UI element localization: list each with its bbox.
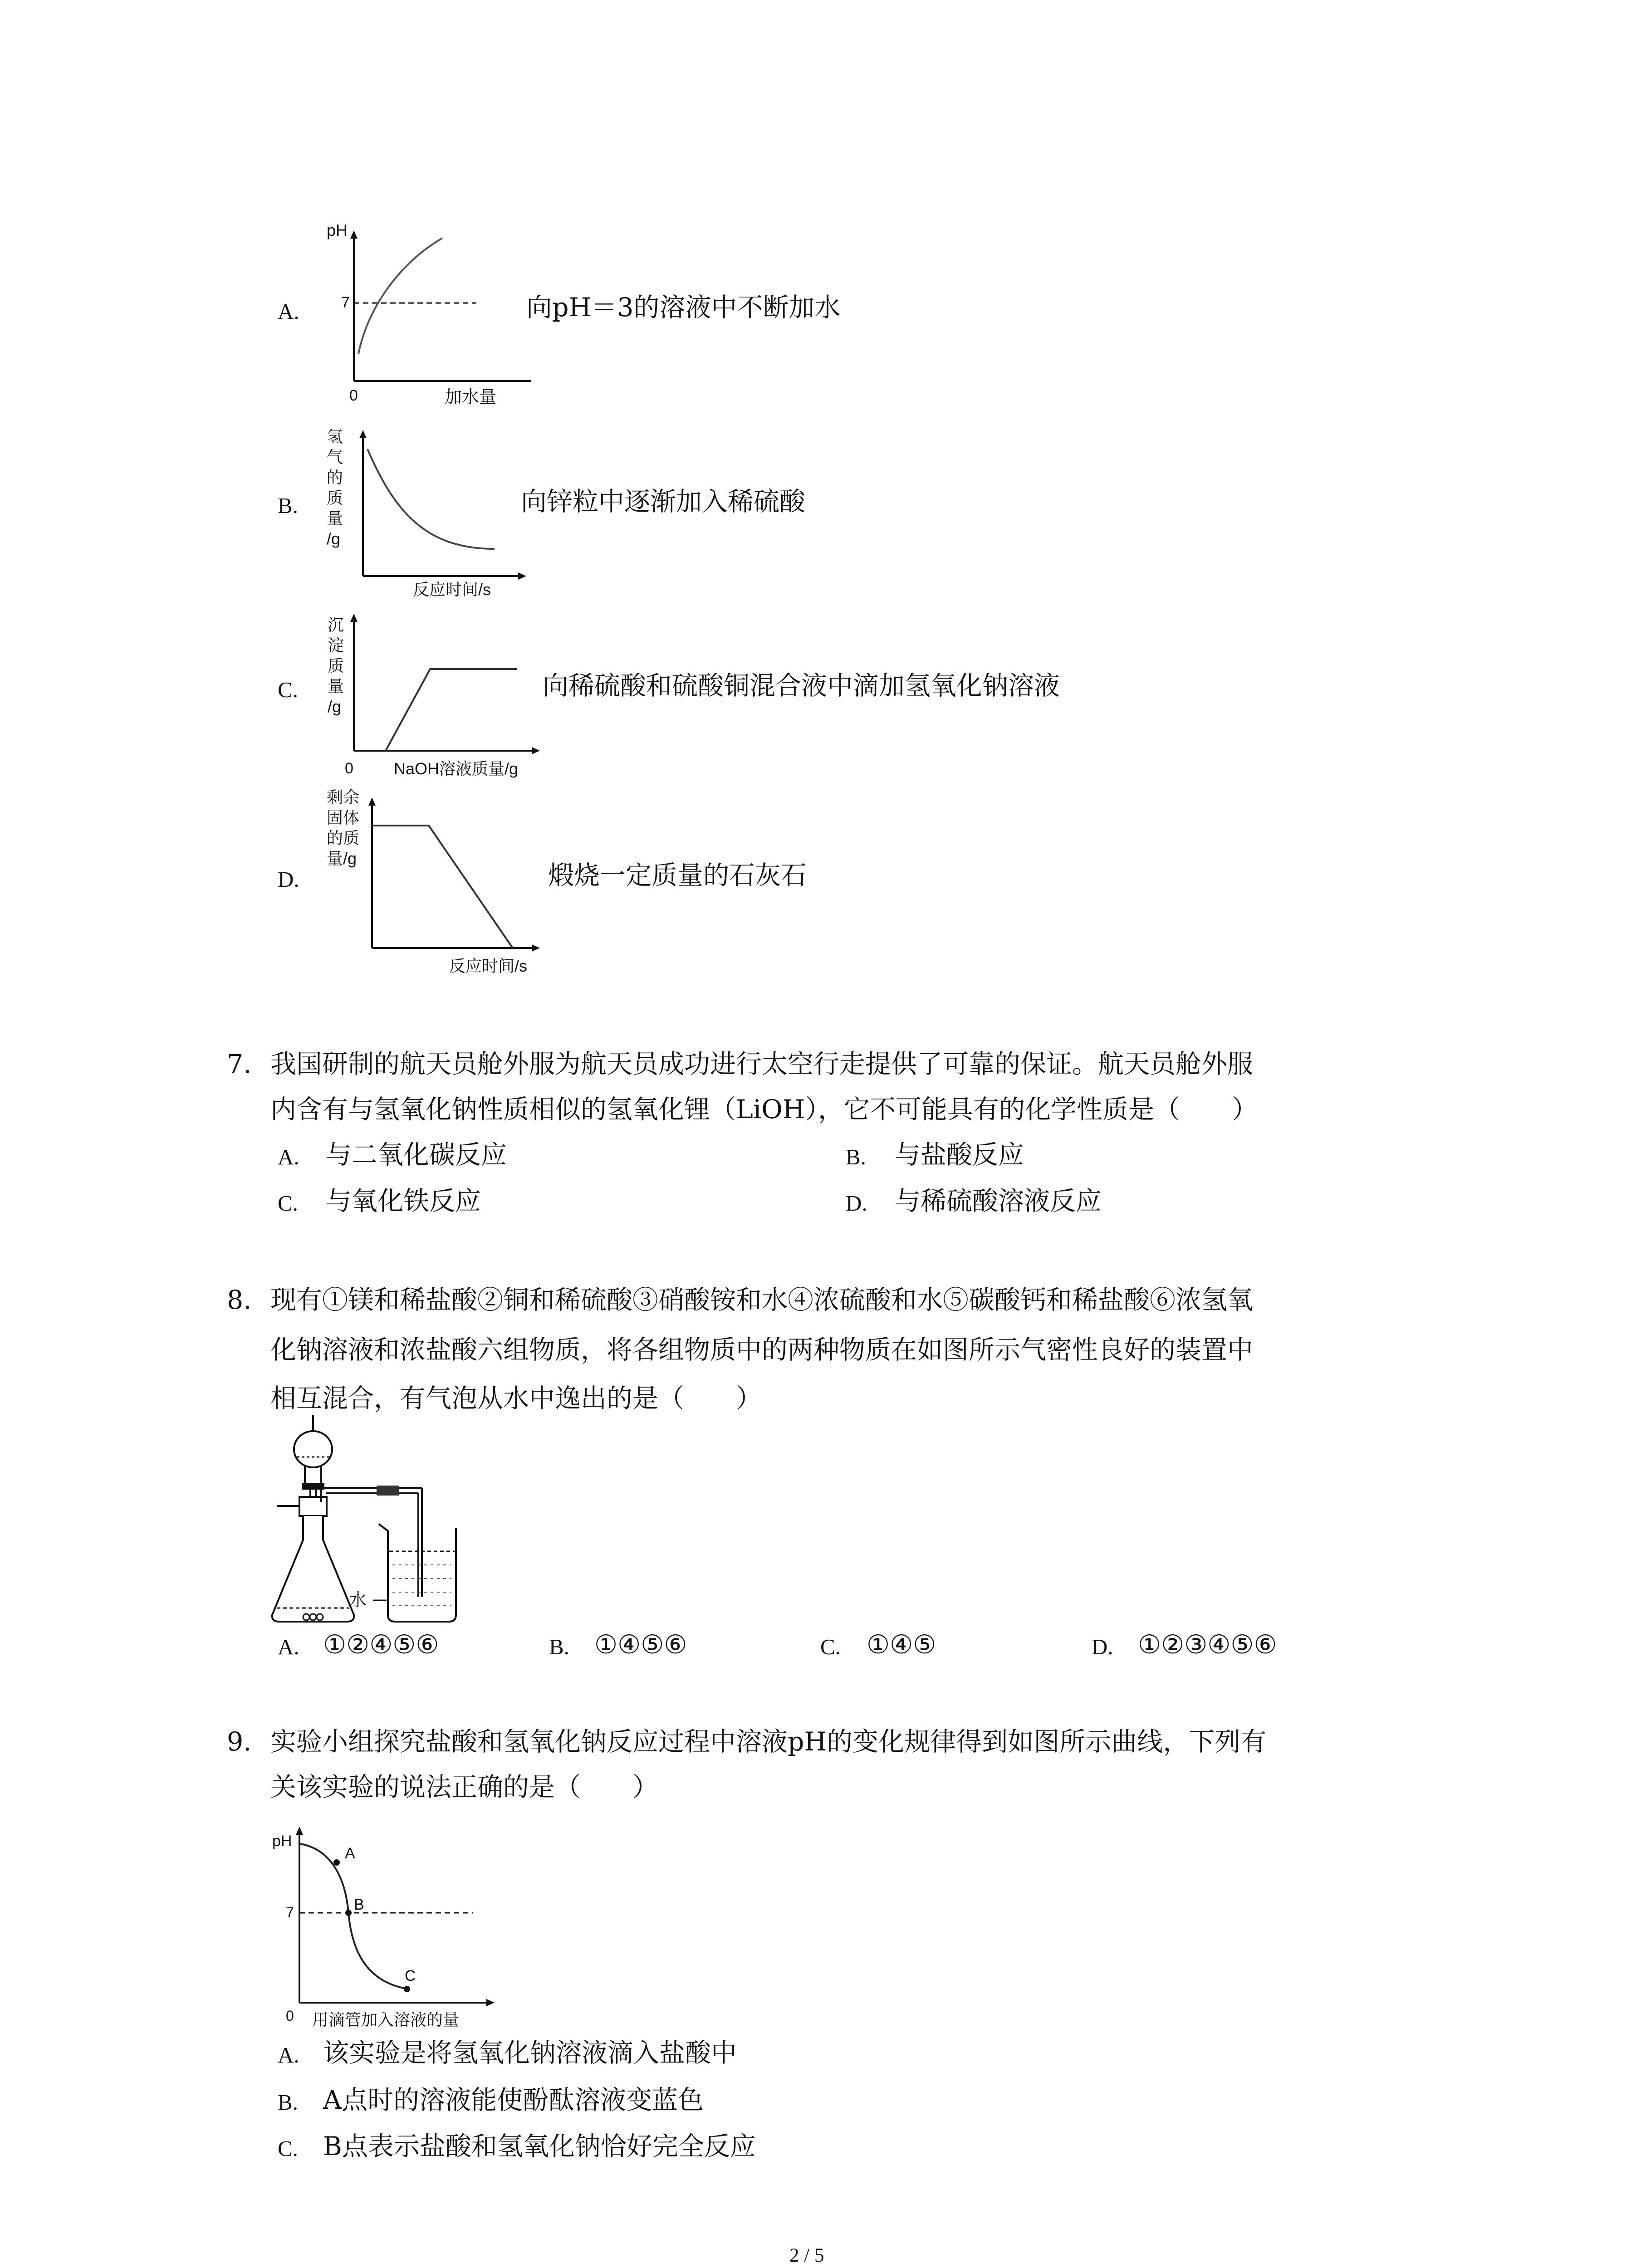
q9-stem-line1: 实验小组探究盐酸和氢氧化钠反应过程中溶液pH的变化规律得到如图所示曲线，下列有 <box>270 1727 1267 1757</box>
q6-graph-b-ylabel-0: 氢 <box>327 427 343 446</box>
q9-point-a: A <box>345 1845 355 1862</box>
q7-number: 7. <box>227 1049 252 1079</box>
q6-graph-b-ylabel-1: 气 <box>327 448 343 466</box>
q6-graph-d-ylabel-3: 量/g <box>327 849 357 868</box>
q6-graph-d <box>318 789 554 989</box>
q8-option-d-text: ①②③④⑤⑥ <box>1138 1630 1277 1660</box>
q8-option-b-label: B. <box>549 1634 569 1659</box>
q6-graph-c <box>318 606 554 787</box>
q6-option-c-text: 向稀硫酸和硫酸铜混合液中滴加氢氧化钠溶液 <box>543 671 1060 701</box>
q7-option-a-label: A. <box>278 1144 299 1169</box>
q8-option-d-label: D. <box>1092 1634 1113 1659</box>
q9-ph-graph <box>268 1817 522 2032</box>
q6-graph-c-ylabel-4: /g <box>328 697 342 716</box>
q7-stem-line1: 我国研制的航天员舱外服为航天员成功进行太空行走提供了可靠的保证。航天员舱外服 <box>270 1049 1253 1079</box>
q6-graph-b-xlabel: 反应时间/s <box>413 580 491 599</box>
q8-apparatus-diagram <box>268 1415 744 1628</box>
q6-graph-c-xlabel: NaOH溶液质量/g <box>394 759 519 778</box>
page-number: 2 / 5 <box>789 2245 824 2266</box>
q9-option-a-text: 该实验是将氢氧化钠溶液滴入盐酸中 <box>323 2038 737 2068</box>
q6-graph-a-origin: 0 <box>349 387 358 404</box>
q6-graph-c-origin: 0 <box>345 760 353 777</box>
q8-stem-line3: 相互混合，有气泡从水中逸出的是（ ） <box>270 1383 762 1413</box>
q8-option-b-text: ①④⑤⑥ <box>594 1630 687 1660</box>
q6-graph-d-ylabel-0: 剩余 <box>327 788 360 807</box>
q9-option-c-label: C. <box>278 2136 298 2161</box>
q6-graph-c-ylabel-3: 量 <box>328 677 344 695</box>
q6-graph-c-ylabel-2: 质 <box>328 656 344 675</box>
q9-ph-graph-ylabel: pH <box>272 1833 292 1850</box>
q7-option-b-text: 与盐酸反应 <box>895 1140 1024 1170</box>
q6-option-c-label: C. <box>278 677 298 702</box>
q6-graph-d-xlabel: 反应时间/s <box>449 957 528 975</box>
q6-option-b-label: B. <box>278 493 298 518</box>
q6-graph-a-ylabel: pH <box>327 221 348 240</box>
q6-graph-c-ylabel-0: 沉 <box>328 616 344 634</box>
q6-graph-b-ylabel-4: 量 <box>327 509 343 528</box>
q6-option-b-text: 向锌粒中逐渐加入稀硫酸 <box>521 487 805 517</box>
q8-option-c-label: C. <box>820 1634 841 1659</box>
q7-option-c-label: C. <box>278 1191 298 1216</box>
q7-option-b-label: B. <box>846 1144 866 1169</box>
q7-option-c-text: 与氧化铁反应 <box>326 1186 481 1216</box>
q8-option-a-text: ①②④⑤⑥ <box>323 1630 439 1660</box>
q9-ph-graph-origin: 0 <box>286 2008 294 2024</box>
q9-option-a-label: A. <box>278 2043 299 2068</box>
q8-water-label: 水 <box>349 1591 367 1610</box>
q7-option-d-label: D. <box>846 1191 867 1216</box>
q8-option-a-label: A. <box>278 1634 299 1659</box>
q9-option-b-label: B. <box>278 2090 298 2115</box>
q6-graph-c-ylabel-1: 淀 <box>328 636 344 655</box>
q9-point-b: B <box>354 1896 364 1913</box>
q9-ph-graph-tick-7: 7 <box>286 1904 294 1921</box>
q9-stem-line2: 关该实验的说法正确的是（ ） <box>270 1772 658 1802</box>
q6-graph-b-ylabel-3: 质 <box>327 489 343 507</box>
q6-graph-d-ylabel-1: 固体 <box>327 808 360 827</box>
q7-stem-line2: 内含有与氢氧化钠性质相似的氢氧化锂（LiOH），它不可能具有的化学性质是（ ） <box>270 1095 1258 1124</box>
q9-ph-graph-xlabel: 用滴管加入溶液的量 <box>312 2010 460 2029</box>
q6-graph-a-xlabel: 加水量 <box>445 388 497 407</box>
q6-graph-b <box>318 422 535 603</box>
q6-graph-d-ylabel-2: 的质 <box>327 829 360 847</box>
q6-graph-b-ylabel-5: /g <box>327 529 341 548</box>
q6-graph-b-ylabel-2: 的 <box>327 468 343 487</box>
q6-option-a-label: A. <box>278 299 299 324</box>
q9-point-c: C <box>405 1967 416 1984</box>
q8-stem-line1: 现有①镁和稀盐酸②铜和稀硫酸③硝酸铵和水④浓硫酸和水⑤碳酸钙和稀盐酸⑥浓氢氧 <box>270 1285 1253 1315</box>
q6-graph-a-tick-7: 7 <box>341 294 350 311</box>
q6-option-d-label: D. <box>278 867 299 892</box>
q8-stem-line2: 化钠溶液和浓盐酸六组物质，将各组物质中的两种物质在如图所示气密性良好的装置中 <box>270 1335 1253 1365</box>
q9-option-c-text: B点表示盐酸和氢氧化钠恰好完全反应 <box>323 2131 756 2161</box>
q8-option-c-text: ①④⑤ <box>867 1630 936 1660</box>
q9-number: 9. <box>227 1727 252 1757</box>
q7-option-a-text: 与二氧化碳反应 <box>326 1140 507 1170</box>
q6-option-a-text: 向pH＝3的溶液中不断加水 <box>526 293 841 323</box>
q8-number: 8. <box>227 1285 252 1315</box>
q6-graph-a <box>318 218 554 417</box>
q9-option-b-text: A点时的溶液能使酚酞溶液变蓝色 <box>323 2085 704 2115</box>
q6-option-d-text: 煅烧一定质量的石灰石 <box>548 860 807 890</box>
q7-option-d-text: 与稀硫酸溶液反应 <box>895 1186 1102 1216</box>
